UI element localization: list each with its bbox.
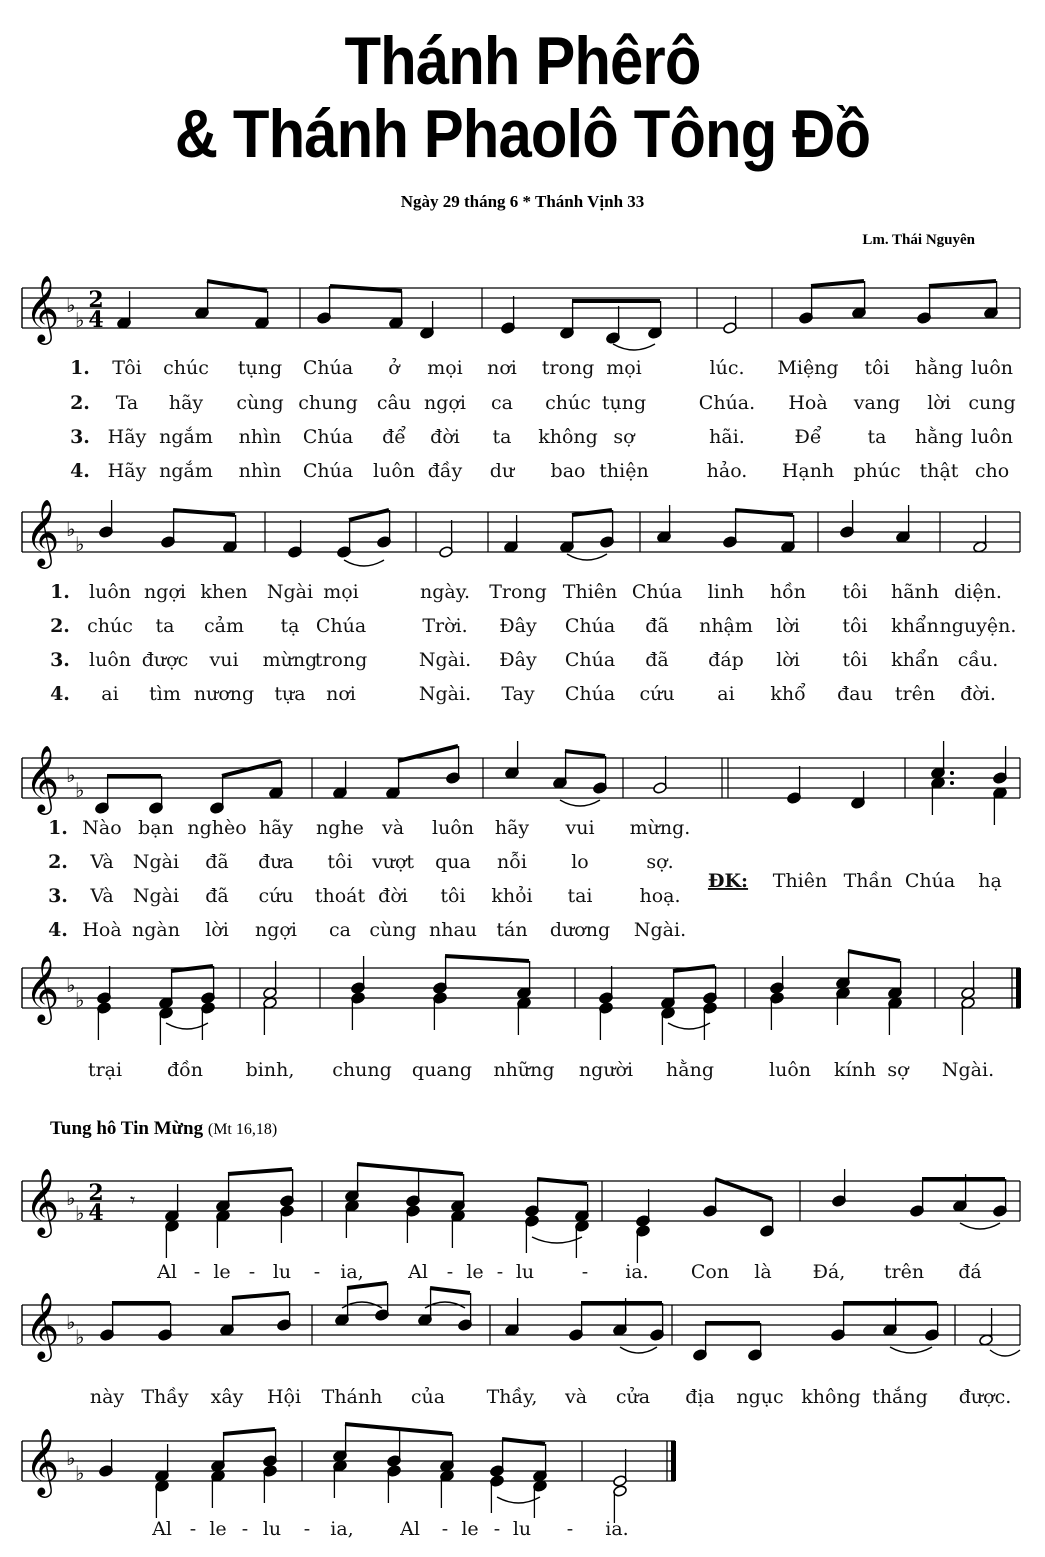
lyric-syllable: sợ. bbox=[646, 851, 674, 873]
lyric-syllable: là bbox=[754, 1261, 772, 1283]
lyric-syllable: lời bbox=[776, 615, 800, 637]
lyric-syllable: kính bbox=[833, 1059, 877, 1081]
lyric-syllable: lời bbox=[927, 392, 951, 414]
lyric-syllable: địa bbox=[685, 1386, 715, 1408]
lyric-syllable: Al bbox=[408, 1261, 428, 1283]
lyric-syllable: mọi bbox=[427, 357, 463, 379]
refrain-syllable: Thiên bbox=[772, 870, 828, 892]
time-signature-bottom: 4 bbox=[88, 1200, 104, 1226]
lyric-syllable: le bbox=[209, 1518, 227, 1540]
treble-clef-icon: 𝄞 bbox=[25, 1427, 60, 1495]
lyric-syllable: đau bbox=[837, 683, 873, 705]
lyric-syllable: - bbox=[581, 1261, 589, 1283]
lyric-syllable: nghe bbox=[316, 817, 364, 839]
beam bbox=[811, 281, 864, 286]
lyric-syllable: Thiên bbox=[562, 581, 618, 603]
lyric-syllable: nghèo bbox=[187, 817, 247, 839]
lyric-syllable: tôi bbox=[842, 615, 868, 637]
beam bbox=[430, 1288, 470, 1293]
lyric-syllable: những bbox=[493, 1059, 555, 1081]
flat-icon: ♭ bbox=[75, 1201, 85, 1225]
lyric-syllable: Ngài bbox=[266, 581, 314, 603]
lyric-syllable: câu bbox=[376, 392, 412, 414]
lyric-syllable: luôn bbox=[971, 357, 1013, 379]
lyric-syllable: trong bbox=[314, 649, 368, 671]
slur bbox=[567, 554, 607, 560]
beam bbox=[330, 286, 402, 291]
lyric-syllable: luôn bbox=[89, 581, 131, 603]
lyric-syllable: thắng bbox=[872, 1386, 928, 1408]
lyric-syllable: ngợi bbox=[424, 392, 466, 414]
refrain-syllable: Chúa bbox=[904, 870, 956, 892]
lyric-syllable: đã bbox=[205, 885, 229, 907]
slur bbox=[532, 1237, 582, 1243]
beam bbox=[171, 966, 213, 971]
lyric-syllable: Hội bbox=[266, 1386, 302, 1408]
lyric-syllable: ngợi bbox=[144, 581, 186, 603]
lyric-syllable: - bbox=[566, 1518, 574, 1540]
lyric-syllable: tạ bbox=[280, 615, 300, 637]
lyric-syllable: Nào bbox=[82, 817, 122, 839]
lyric-syllable: - bbox=[493, 1518, 501, 1540]
lyric-syllable: Ngài. bbox=[418, 649, 472, 671]
lyric-syllable: cứu bbox=[258, 885, 294, 907]
lyric-syllable: ngợi bbox=[255, 919, 297, 941]
lyric-syllable: Trong bbox=[489, 581, 547, 603]
lyric-syllable: mừng. bbox=[629, 817, 691, 839]
flat-icon: ♭ bbox=[75, 1461, 85, 1485]
beam bbox=[572, 510, 612, 515]
lyric-syllable: và bbox=[381, 817, 405, 839]
lyric-syllable: ia, bbox=[340, 1261, 364, 1283]
lyric-syllable: lo bbox=[571, 851, 589, 873]
lyric-syllable: Hoà bbox=[82, 919, 122, 941]
lyric-syllable: Chúa bbox=[564, 649, 616, 671]
lyric-syllable: này bbox=[89, 1386, 125, 1408]
beam bbox=[347, 1283, 387, 1288]
lyric-syllable: cùng bbox=[369, 919, 417, 941]
lyric-syllable: Con bbox=[690, 1261, 730, 1283]
lyric-syllable: hãy bbox=[494, 817, 530, 839]
time-signature-top: 2 bbox=[88, 287, 104, 313]
lyric-syllable: Đây bbox=[499, 615, 537, 637]
lyric-syllable: hãy bbox=[168, 392, 204, 414]
lyric-syllable: Trời. bbox=[422, 615, 468, 637]
lyric-syllable: hãnh bbox=[890, 581, 940, 603]
lyric-syllable: Chúa bbox=[564, 683, 616, 705]
slur bbox=[668, 1023, 710, 1029]
lyric-syllable: ia, bbox=[330, 1518, 354, 1540]
lyric-syllable: đã bbox=[645, 649, 669, 671]
flat-icon: ♭ bbox=[66, 1446, 76, 1470]
lyric-syllable: vui bbox=[209, 649, 239, 671]
lyric-syllable: trên bbox=[883, 1261, 925, 1283]
lyric-syllable: đồn bbox=[166, 1059, 204, 1081]
lyric-syllable: nương bbox=[193, 683, 255, 705]
lyric-syllable: ai bbox=[101, 683, 119, 705]
lyric-syllable: hằng bbox=[915, 426, 963, 448]
verse-number: 2. bbox=[50, 615, 70, 637]
verse-number: 1. bbox=[48, 817, 68, 839]
acclamation-title: Tung hô Tin Mừng bbox=[50, 1118, 204, 1139]
lyric-syllable: Chúa bbox=[315, 615, 367, 637]
lyric-syllable: Ta bbox=[115, 392, 139, 414]
lyric-syllable: - bbox=[241, 1518, 249, 1540]
lyric-syllable: cứu bbox=[639, 683, 675, 705]
lyric-syllable: Chúa bbox=[631, 581, 683, 603]
lyric-syllable: trại bbox=[87, 1059, 123, 1081]
lyric-syllable: thoát bbox=[314, 885, 366, 907]
verse-number: 2. bbox=[70, 392, 90, 414]
lyric-syllable: hãi. bbox=[709, 426, 745, 448]
lyric-syllable: tôi bbox=[327, 851, 353, 873]
lyric-syllable: - bbox=[303, 1518, 311, 1540]
verse-number: 3. bbox=[70, 426, 90, 448]
lyric-syllable: bao bbox=[550, 460, 586, 482]
beam bbox=[232, 1293, 289, 1298]
lyric-syllable: hằng bbox=[666, 1059, 714, 1081]
verse-number: 2. bbox=[48, 851, 68, 873]
lyric-syllable: đá bbox=[958, 1261, 982, 1283]
lyric-syllable: - bbox=[189, 1518, 197, 1540]
beam bbox=[735, 510, 793, 515]
refrain-syllable: hạ bbox=[978, 870, 1002, 892]
lyric-syllable: đã bbox=[645, 615, 669, 637]
lyric-syllable: hằng bbox=[915, 357, 963, 379]
lyric-syllable: Và bbox=[90, 885, 114, 907]
lyric-syllable: tôi bbox=[842, 649, 868, 671]
lyric-syllable: luôn bbox=[971, 426, 1013, 448]
lyric-syllable: tụng bbox=[601, 392, 647, 414]
lyric-syllable: đã bbox=[205, 851, 229, 873]
beam bbox=[715, 1179, 772, 1199]
lyric-syllable: chung bbox=[332, 1059, 392, 1081]
lyric-syllable: hồn bbox=[769, 581, 807, 603]
lyric-syllable: ngày. bbox=[420, 581, 470, 603]
beam bbox=[673, 966, 715, 971]
flat-icon: ♭ bbox=[66, 517, 76, 541]
lyric-syllable: ở bbox=[388, 357, 400, 379]
lyric-syllable: để bbox=[382, 426, 406, 448]
lyric-syllable: Đá, bbox=[812, 1261, 846, 1283]
lyric-syllable: Hãy bbox=[107, 460, 147, 482]
flat-icon: ♭ bbox=[75, 988, 85, 1012]
flat-icon: ♭ bbox=[66, 1310, 76, 1334]
lyric-syllable: hảo. bbox=[706, 460, 748, 482]
lyric-syllable: tựa bbox=[274, 683, 306, 705]
lyric-syllable: - bbox=[446, 1261, 454, 1283]
lyric-syllable: luôn bbox=[373, 460, 415, 482]
lyric-syllable: Ngài bbox=[132, 885, 180, 907]
lyric-syllable: Chúa bbox=[302, 460, 354, 482]
lyric-syllable: Để bbox=[794, 426, 822, 448]
lyric-syllable: lu bbox=[262, 1518, 282, 1540]
lyric-syllable: Ngài bbox=[132, 851, 180, 873]
lyric-syllable: tôi bbox=[842, 581, 868, 603]
lyric-syllable: ngục bbox=[736, 1386, 784, 1408]
lyric-syllable: của bbox=[410, 1386, 446, 1408]
lyric-syllable: le bbox=[213, 1261, 231, 1283]
lyric-syllable: thiện bbox=[599, 460, 649, 482]
lyric-syllable: Hạnh bbox=[781, 460, 835, 482]
lyric-syllable: nguyện. bbox=[939, 615, 1017, 637]
lyric-syllable: nơi bbox=[326, 683, 356, 705]
slur bbox=[890, 1347, 932, 1353]
refrain-syllable: Thần bbox=[843, 870, 893, 892]
lyric-syllable: được bbox=[141, 649, 189, 671]
beam bbox=[345, 1424, 452, 1434]
lyric-syllable: Chúa. bbox=[698, 392, 756, 414]
lyric-syllable: lời bbox=[205, 919, 229, 941]
lyric-syllable: ta bbox=[492, 426, 512, 448]
composer: Lm. Thái Nguyên bbox=[862, 232, 975, 248]
lyric-syllable: đáp bbox=[708, 649, 744, 671]
lyric-syllable: Miệng bbox=[777, 357, 839, 379]
slur bbox=[620, 1347, 657, 1353]
lyric-syllable: lời bbox=[776, 649, 800, 671]
lyric-syllable: Tôi bbox=[112, 357, 142, 379]
slur bbox=[344, 560, 384, 566]
treble-clef-icon: 𝄞 bbox=[25, 744, 60, 812]
lyric-syllable: chúc bbox=[545, 392, 591, 414]
lyric-syllable: nhìn bbox=[238, 426, 282, 448]
flat-icon: ♭ bbox=[75, 778, 85, 802]
lyric-syllable: tôi bbox=[440, 885, 466, 907]
verse-number: 1. bbox=[50, 581, 70, 603]
lyric-syllable: cửa bbox=[615, 1386, 651, 1408]
verse-number: 3. bbox=[48, 885, 68, 907]
lyric-syllable: - bbox=[313, 1261, 321, 1283]
lyric-syllable: Ngài. bbox=[941, 1059, 995, 1081]
lyric-syllable: sợ bbox=[613, 426, 635, 448]
lyric-syllable: đầy bbox=[427, 460, 463, 482]
lyric-syllable: bạn bbox=[138, 817, 174, 839]
beam bbox=[357, 1164, 463, 1174]
flat-icon: ♭ bbox=[66, 973, 76, 997]
lyric-syllable: chúc bbox=[163, 357, 209, 379]
lyric-syllable: mừng bbox=[262, 649, 318, 671]
treble-clef-icon: 𝄞 bbox=[25, 1167, 60, 1235]
slur bbox=[613, 344, 655, 350]
treble-clef-icon: 𝄞 bbox=[25, 1291, 60, 1359]
lyric-syllable: ngàn bbox=[132, 919, 180, 941]
lyric-syllable: nhau bbox=[428, 919, 478, 941]
lyric-syllable: Đây bbox=[499, 649, 537, 671]
flat-icon: ♭ bbox=[66, 763, 76, 787]
verse-number: 4. bbox=[70, 460, 90, 482]
slur bbox=[497, 1497, 540, 1503]
verse-number: 1. bbox=[70, 357, 90, 379]
lyric-syllable: quang bbox=[411, 1059, 473, 1081]
lyric-syllable: khen bbox=[200, 581, 248, 603]
refrain-label: ĐK: bbox=[707, 870, 749, 892]
lyric-syllable: tôi bbox=[864, 357, 890, 379]
lyric-syllable: binh, bbox=[245, 1059, 295, 1081]
lyric-syllable: hãy bbox=[258, 817, 294, 839]
lyric-syllable: phúc bbox=[853, 460, 901, 482]
lyric-syllable: cho bbox=[974, 460, 1010, 482]
flat-icon: ♭ bbox=[66, 1186, 76, 1210]
lyric-syllable: cùng bbox=[236, 392, 284, 414]
beam bbox=[502, 1439, 545, 1444]
lyric-syllable: cầu. bbox=[957, 649, 999, 671]
slur bbox=[990, 1350, 1020, 1356]
flat-icon: ♭ bbox=[75, 532, 85, 556]
lyric-syllable: ta bbox=[155, 615, 175, 637]
lyric-syllable: le bbox=[461, 1518, 479, 1540]
verse-number: 3. bbox=[50, 649, 70, 671]
lyric-syllable: lu bbox=[272, 1261, 292, 1283]
time-signature-top: 2 bbox=[88, 1180, 104, 1206]
lyric-syllable: ta bbox=[867, 426, 887, 448]
lyric-syllable: ca bbox=[329, 919, 351, 941]
lyric-syllable: Hãy bbox=[107, 426, 147, 448]
flat-icon: ♭ bbox=[75, 308, 85, 332]
lyric-syllable: đời. bbox=[960, 683, 996, 705]
lyric-syllable: trên bbox=[894, 683, 936, 705]
lyric-syllable: tai bbox=[567, 885, 593, 907]
lyric-syllable: - bbox=[193, 1261, 201, 1283]
lyric-syllable: Chúa bbox=[302, 357, 354, 379]
lyric-syllable: tán bbox=[496, 919, 528, 941]
beam bbox=[537, 1179, 587, 1184]
final-barline bbox=[671, 1441, 676, 1481]
lyric-syllable: Al bbox=[152, 1518, 172, 1540]
lyric-syllable: dương bbox=[549, 919, 611, 941]
lyric-syllable: khẩn bbox=[891, 649, 939, 671]
lyric-syllable: đời bbox=[378, 885, 408, 907]
lyric-syllable: linh bbox=[707, 581, 745, 603]
lyric-syllable: hoạ. bbox=[639, 885, 681, 907]
dot bbox=[950, 771, 954, 775]
lyric-syllable: vui bbox=[565, 817, 595, 839]
lyric-syllable: nhìn bbox=[238, 460, 282, 482]
lyric-syllable: xây bbox=[210, 1386, 244, 1408]
lyric-syllable: luôn bbox=[432, 817, 474, 839]
lyric-syllable: ia. bbox=[625, 1261, 649, 1283]
verse-number: 4. bbox=[50, 683, 70, 705]
beam bbox=[228, 1169, 292, 1174]
beam bbox=[223, 1429, 275, 1434]
title-line-1: Thánh Phêrô bbox=[344, 23, 701, 99]
lyric-syllable: Al bbox=[400, 1518, 420, 1540]
lyric-syllable: ngắm bbox=[159, 460, 213, 482]
rest-icon: 𝄾 bbox=[130, 1188, 136, 1212]
verse-number: 4. bbox=[48, 919, 68, 941]
lyric-syllable: vượt bbox=[371, 851, 415, 873]
beam bbox=[173, 510, 235, 515]
lyric-syllable: và bbox=[564, 1386, 588, 1408]
lyric-syllable: khẩn bbox=[891, 615, 939, 637]
treble-clef-icon: 𝄞 bbox=[25, 954, 60, 1022]
lyric-syllable: chúc bbox=[87, 615, 133, 637]
lyric-syllable: ngắm bbox=[159, 426, 213, 448]
lyric-syllable: cảm bbox=[204, 615, 244, 637]
lyric-syllable: chung bbox=[298, 392, 358, 414]
beam bbox=[445, 956, 529, 961]
beam bbox=[565, 751, 605, 756]
lyric-syllable: - bbox=[496, 1261, 504, 1283]
lyric-syllable: nỗi bbox=[497, 851, 527, 873]
lyric-syllable: trong bbox=[541, 357, 595, 379]
lyric-syllable: Chúa bbox=[564, 615, 616, 637]
lyric-syllable: mọi bbox=[323, 581, 359, 603]
beam bbox=[848, 951, 900, 961]
lyric-syllable: Và bbox=[90, 851, 114, 873]
lyric-syllable: đời bbox=[430, 426, 460, 448]
lyric-syllable: được. bbox=[958, 1386, 1012, 1408]
slur bbox=[560, 800, 600, 806]
lyric-syllable: ca bbox=[491, 392, 513, 414]
lyric-syllable: Tay bbox=[501, 683, 535, 705]
lyric-syllable: Thầy bbox=[141, 1386, 189, 1408]
lyric-syllable: vang bbox=[853, 392, 901, 414]
time-signature-bottom: 4 bbox=[88, 307, 104, 333]
lyric-syllable: - bbox=[248, 1261, 256, 1283]
lyric-syllable: sợ bbox=[887, 1059, 909, 1081]
lyric-syllable: nơi bbox=[487, 357, 517, 379]
subtitle: Ngày 29 tháng 6 * Thánh Vịnh 33 bbox=[400, 192, 645, 211]
flat-icon: ♭ bbox=[66, 293, 76, 317]
title-line-2: & Thánh Phaolô Tông Đồ bbox=[174, 96, 871, 172]
final-barline bbox=[1016, 968, 1021, 1008]
lyric-syllable: dư bbox=[489, 460, 515, 482]
lyric-syllable: không bbox=[538, 426, 598, 448]
lyric-syllable: - bbox=[441, 1518, 449, 1540]
lyric-syllable: Thầy, bbox=[486, 1386, 538, 1408]
lyric-syllable: Thánh bbox=[321, 1386, 383, 1408]
dot bbox=[950, 781, 954, 785]
slur bbox=[960, 1223, 1000, 1229]
lyric-syllable: lu bbox=[512, 1518, 532, 1540]
lyric-syllable: le bbox=[466, 1261, 484, 1283]
lyric-syllable: tụng bbox=[237, 357, 283, 379]
lyric-syllable: thật bbox=[919, 460, 959, 482]
treble-clef-icon: 𝄞 bbox=[25, 498, 60, 566]
beam bbox=[929, 281, 996, 286]
lyric-syllable: người bbox=[578, 1059, 634, 1081]
acclamation-reference: (Mt 16,18) bbox=[207, 1121, 278, 1138]
lyric-syllable: Ngài. bbox=[633, 919, 687, 941]
lyric-syllable: Chúa bbox=[302, 426, 354, 448]
lyric-syllable: ai bbox=[717, 683, 735, 705]
lyric-syllable: cung bbox=[968, 392, 1016, 414]
lyric-syllable: tìm bbox=[149, 683, 181, 705]
lyric-syllable: lu bbox=[515, 1261, 535, 1283]
beam bbox=[207, 281, 267, 291]
lyric-syllable: nhậm bbox=[699, 615, 753, 637]
lyric-syllable: khổ bbox=[770, 683, 806, 705]
lyric-syllable: khỏi bbox=[491, 885, 533, 907]
lyric-syllable: mọi bbox=[606, 357, 642, 379]
lyric-syllable: luôn bbox=[769, 1059, 811, 1081]
lyric-syllable: luôn bbox=[89, 649, 131, 671]
lyric-syllable: Hoà bbox=[788, 392, 828, 414]
lyric-syllable: diện. bbox=[954, 581, 1002, 603]
lyric-syllable: qua bbox=[435, 851, 471, 873]
lyric-syllable: ia. bbox=[605, 1518, 629, 1540]
slur bbox=[166, 1023, 208, 1029]
treble-clef-icon: 𝄞 bbox=[25, 274, 60, 342]
lyric-syllable: Ngài. bbox=[418, 683, 472, 705]
flat-icon: ♭ bbox=[75, 1325, 85, 1349]
lyric-syllable: Al bbox=[157, 1261, 177, 1283]
lyric-syllable: đưa bbox=[258, 851, 294, 873]
lyric-syllable: lúc. bbox=[709, 357, 745, 379]
lyric-syllable: không bbox=[801, 1386, 861, 1408]
beam bbox=[398, 746, 458, 761]
